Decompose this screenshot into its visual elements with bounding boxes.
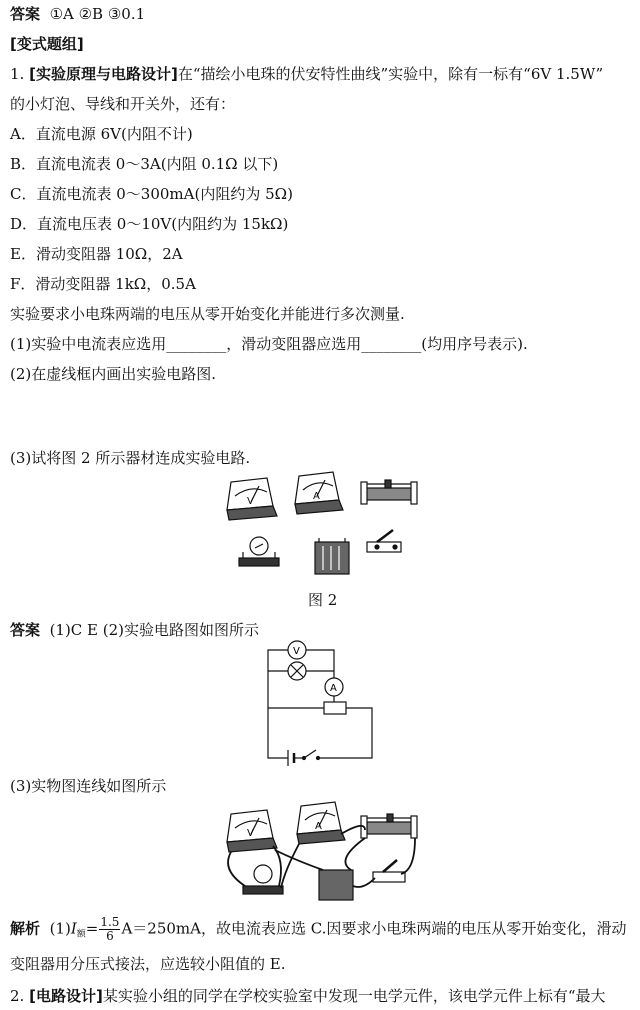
answer1-text: (1)C E (2)实验电路图如图所示 bbox=[49, 621, 260, 639]
answer-label: 答案 bbox=[10, 5, 41, 23]
battery-device bbox=[315, 538, 349, 574]
figure-caption: 图 2 bbox=[308, 591, 338, 609]
q1-option-e: E．滑动变阻器 10Ω，2A bbox=[10, 245, 183, 263]
q1-stem-line1 bbox=[10, 64, 603, 84]
answer1-part3: (3)实物图连线如图所示 bbox=[10, 777, 167, 795]
analysis-line2: 变阻器用分压式接法，应选较小阻值的 E. bbox=[10, 955, 286, 973]
lamp-device bbox=[239, 537, 279, 566]
top-answer bbox=[10, 4, 145, 24]
rheostat-device bbox=[361, 480, 417, 504]
wire-right-top bbox=[306, 650, 334, 671]
q2-text: 某实验小组的同学在学校实验室中发现一电学元件，该电学元件上标有“最大 bbox=[102, 987, 606, 1005]
q1-stem-line2: 的小灯泡、导线和开关外，还有： bbox=[10, 95, 236, 113]
q1-option-a: A．直流电源 6V(内阻不计) bbox=[10, 125, 193, 143]
equals-sign: = bbox=[85, 919, 99, 938]
q2-number: 2. bbox=[10, 987, 25, 1005]
ammeter-symbol: A bbox=[313, 491, 320, 502]
wiring-voltmeter-label: V bbox=[247, 828, 254, 839]
q1-option-d: D．直流电压表 0～10V(内阻约为 15kΩ) bbox=[10, 215, 289, 233]
analysis-rest: A＝250mA，故电流表应选 C.因要求小电珠两端的电压从零开始变化，滑动 bbox=[121, 919, 627, 938]
current-subscript: 额 bbox=[76, 929, 86, 940]
q1-requirement: 实验要求小电珠两端的电压从零开始变化并能进行多次测量. bbox=[10, 305, 405, 323]
section-title: [变式题组] bbox=[10, 35, 84, 53]
switch-device bbox=[367, 530, 401, 552]
q1-number: 1. bbox=[10, 65, 25, 83]
analysis-prefix: (1) bbox=[49, 919, 71, 938]
circuit-ammeter-label: A bbox=[330, 683, 337, 694]
answer1-label: 答案 bbox=[10, 621, 41, 639]
q1-option-f: F．滑动变阻器 1kΩ，0.5A bbox=[10, 275, 196, 293]
answer1 bbox=[10, 620, 259, 640]
answer-text: ①A ②B ③0.1 bbox=[49, 5, 146, 23]
wiring-figure bbox=[215, 800, 425, 908]
wiring-ammeter-label: A bbox=[315, 821, 322, 832]
voltmeter-device bbox=[227, 478, 277, 520]
ammeter-device bbox=[295, 472, 343, 514]
rheostat-symbol bbox=[324, 702, 346, 714]
equipment-figure bbox=[215, 470, 425, 585]
q1-option-c: C．直流电流表 0～300mA(内阻约为 5Ω) bbox=[10, 185, 293, 203]
q1-option-b: B．直流电流表 0～3A(内阻 0.1Ω 以下) bbox=[10, 155, 279, 173]
circuit-voltmeter-label: V bbox=[293, 646, 300, 657]
switch-symbol bbox=[304, 750, 316, 758]
circuit-diagram bbox=[260, 636, 380, 768]
q1-stem-a: 在“描绘小电珠的伏安特性曲线”实验中，除有一标有“6V 1.5W” bbox=[177, 65, 604, 83]
q1-sub1: (1)实验中电流表应选用________，滑动变阻器应选用________(均用序号表示). bbox=[10, 335, 528, 353]
current-symbol: I bbox=[70, 919, 77, 938]
wire-left-top bbox=[268, 650, 288, 708]
analysis-label: 解析 bbox=[10, 919, 41, 938]
fraction bbox=[99, 916, 120, 943]
q1-tag: [实验原理与电路设计] bbox=[29, 65, 178, 83]
analysis-line1 bbox=[10, 916, 626, 945]
q1-sub3: (3)试将图 2 所示器材连成实验电路. bbox=[10, 449, 251, 467]
q2-line bbox=[10, 986, 606, 1006]
voltmeter-symbol: V bbox=[247, 496, 254, 507]
fraction-numerator: 1.5 bbox=[100, 915, 120, 929]
q1-sub2: (2)在虚线框内画出实验电路图. bbox=[10, 365, 217, 383]
fraction-denominator: 6 bbox=[106, 929, 114, 943]
q2-tag: [电路设计] bbox=[29, 987, 103, 1005]
